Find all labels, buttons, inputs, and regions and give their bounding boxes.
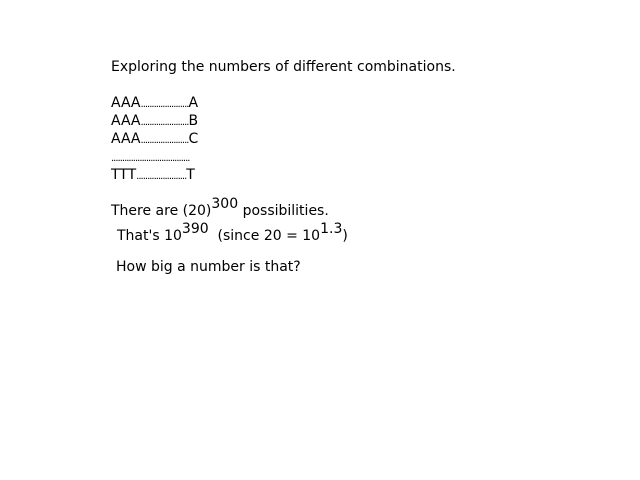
sequence-end: B [188, 113, 199, 129]
thats-exponent: 390 [181, 221, 209, 237]
sequence-end: A [188, 95, 199, 111]
sequence-dots: ...................... [140, 135, 189, 146]
sequence-row [111, 131, 198, 149]
sequence-row [111, 149, 189, 167]
sequence-end: T [186, 167, 195, 183]
possibilities-suffix: possibilities. [238, 203, 329, 219]
sequence-row [111, 167, 195, 185]
sequence-dots: ...................... [140, 99, 189, 110]
thats-prefix: That's 10 [117, 228, 182, 244]
sequence-start: TTT [111, 167, 137, 183]
thats-suffix: ) [342, 228, 348, 244]
possibilities-line [111, 196, 329, 219]
thats-exponent2: 1.3 [320, 221, 343, 237]
sequence-row [111, 113, 198, 131]
sequence-dots: .................................... [111, 153, 190, 164]
thats-middle: (since 20 = 10 [208, 228, 321, 244]
possibilities-exponent: 300 [211, 196, 239, 212]
sequence-start: AAA [111, 113, 141, 129]
sequence-row [111, 95, 198, 113]
question: How big a number is that? [116, 259, 301, 275]
page-title: Exploring the numbers of different combinations. [111, 59, 456, 75]
sequence-dots: ...................... [140, 117, 189, 128]
sequence-dots: ....................... [136, 171, 187, 182]
sequence-start: AAA [111, 95, 141, 111]
sequence-start: AAA [111, 131, 141, 147]
possibilities-prefix: There are (20) [111, 203, 212, 219]
sequence-end: C [188, 131, 199, 147]
thats-line [117, 221, 348, 244]
